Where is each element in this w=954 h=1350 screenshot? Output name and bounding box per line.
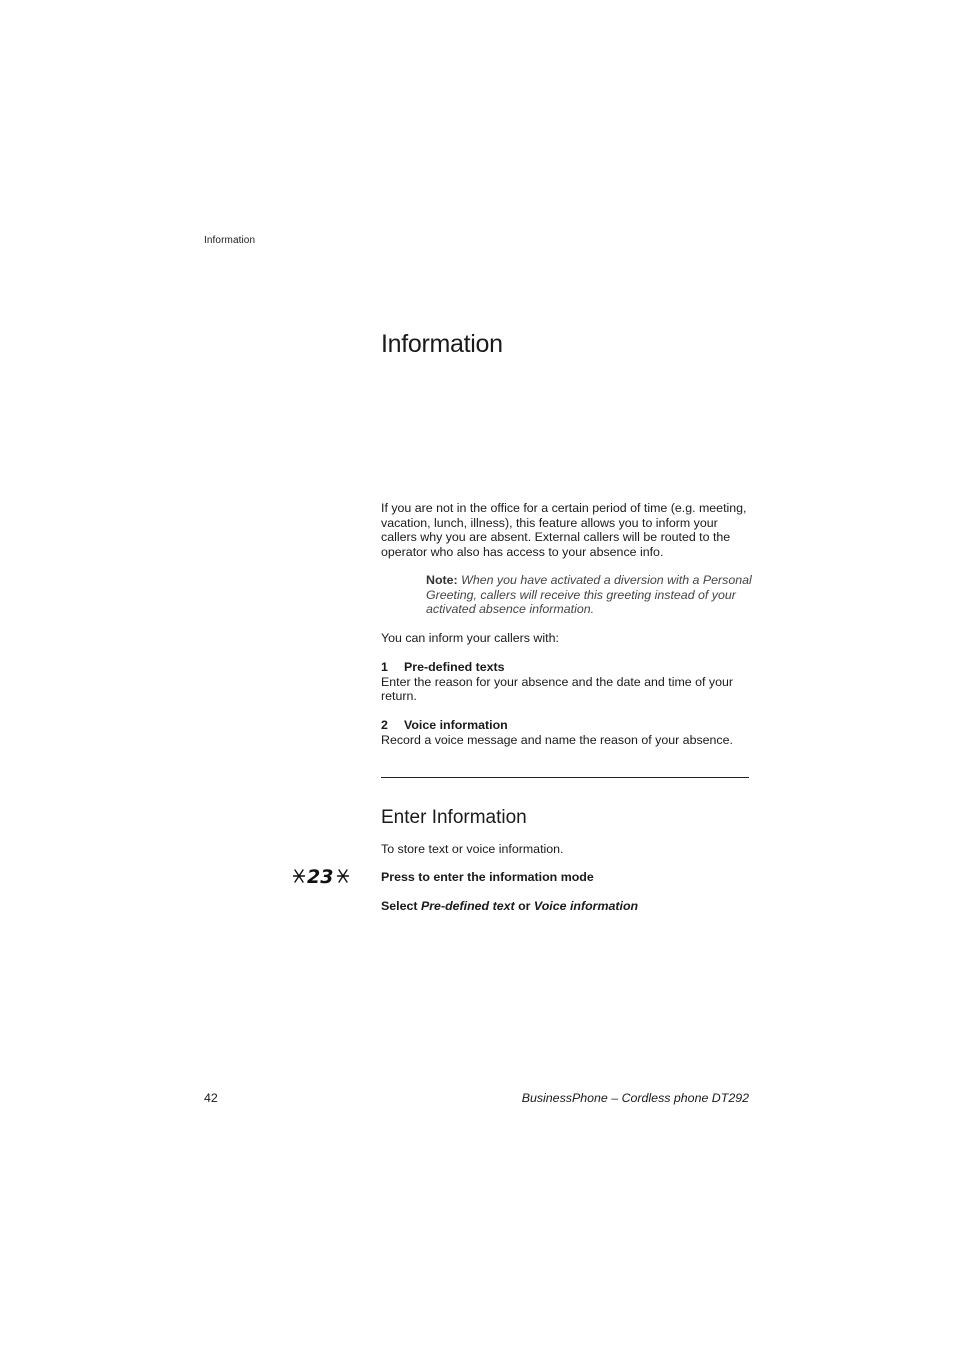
- option-heading: [381, 718, 753, 733]
- page-number: 42: [204, 1091, 218, 1105]
- step-option-predefined: Pre-defined text: [420, 899, 515, 913]
- option-description: Enter the reason for your absence and the date and time of your return.: [381, 674, 733, 704]
- footer-doc-title: BusinessPhone – Cordless phone DT292: [521, 1091, 749, 1105]
- note-block: [426, 573, 756, 617]
- section-intro: To store text or voice information.: [381, 842, 564, 856]
- star-23-star-key-icon: [292, 864, 352, 888]
- note-label: Note:: [426, 573, 458, 587]
- running-header: Information: [204, 235, 256, 246]
- step-press-code: Press to enter the information mode: [381, 870, 594, 884]
- step-select-option: [381, 899, 638, 914]
- svg-text:23: 23: [307, 866, 334, 888]
- note-text: When you have activated a diversion with a Personal Greeting, callers will receive this greeting instead of your activated absence information.: [426, 573, 752, 617]
- page-title: Information: [381, 330, 503, 358]
- option-heading-text: Voice information: [404, 718, 508, 732]
- step-joiner: or: [518, 899, 531, 913]
- intro-paragraph: If you are not in the office for a certain period of time (e.g. meeting, vacation, lunch, illness), this feature allows you to inform your callers why you are absent. External callers will be routed to the operator who also has access to your absence info.: [381, 501, 747, 559]
- option-number: 2: [381, 718, 388, 732]
- inform-callers-line: You can inform your callers with:: [381, 631, 559, 645]
- step-select-prefix: Select: [381, 899, 418, 913]
- option-description: Record a voice message and name the reason of your absence.: [381, 732, 733, 747]
- option-number: 1: [381, 660, 388, 674]
- option-heading: [381, 660, 753, 675]
- step-option-voice: Voice information: [533, 899, 639, 913]
- section-title: Enter Information: [381, 807, 527, 828]
- option-voice-information: [381, 718, 753, 747]
- option-predefined-texts: [381, 660, 753, 704]
- option-heading-text: Pre-defined texts: [404, 660, 505, 674]
- section-divider: [381, 777, 749, 778]
